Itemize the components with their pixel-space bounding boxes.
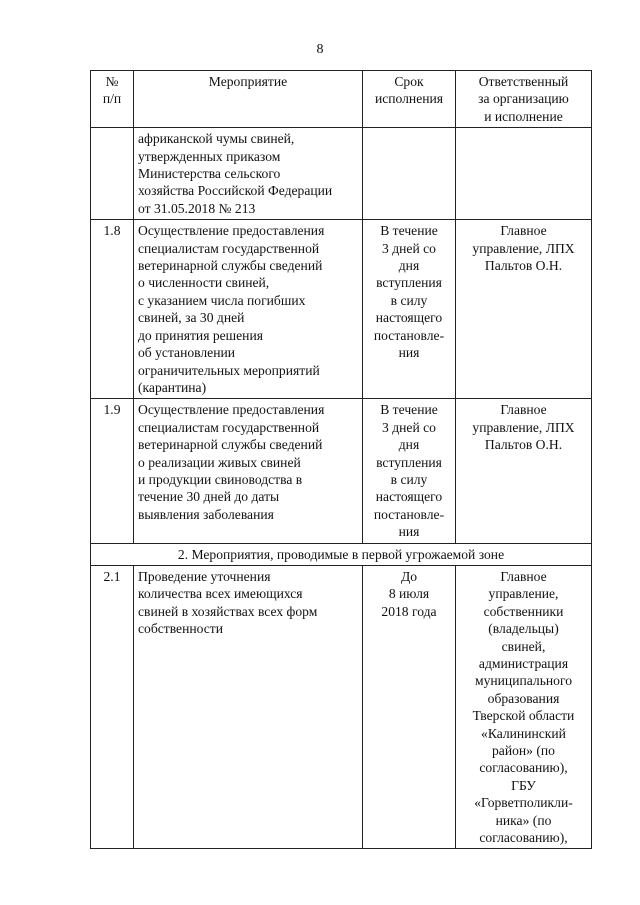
- cell-line: выявления заболевания: [138, 506, 274, 522]
- cell-line: об установлении: [138, 345, 236, 361]
- header-responsible: [456, 71, 592, 128]
- cell-line: настоящего: [375, 489, 443, 505]
- cell-line: «Калининский: [481, 725, 566, 741]
- cell-line: в силу: [390, 471, 428, 487]
- cell-line: (владельцы): [488, 621, 559, 637]
- cell-line: (карантина): [138, 379, 207, 395]
- page-number: 8: [316, 42, 324, 57]
- row-number: [91, 128, 134, 220]
- section-row: [91, 543, 592, 565]
- row-number: 1.9: [91, 399, 134, 543]
- cell-line: дня: [398, 258, 420, 274]
- row-action: [134, 399, 363, 543]
- cell-line: ника» (по: [495, 812, 552, 828]
- cell-line: специалистам государственной: [138, 240, 320, 256]
- row-term: [363, 565, 456, 849]
- cell-line: Осуществление предоставления: [138, 223, 325, 239]
- cell-line: и исполнение: [484, 108, 563, 124]
- cell-line: управление, ЛПХ: [472, 419, 575, 435]
- cell-line: ветеринарной службы сведений: [138, 437, 323, 453]
- cell-line: исполнения: [374, 91, 444, 107]
- cell-line: «Горветполикли-: [474, 795, 573, 811]
- cell-line: 8 июля: [388, 586, 430, 602]
- table-header-row: [91, 71, 592, 128]
- cell-line: Мероприятие: [208, 74, 288, 89]
- cell-line: постановле-: [373, 327, 445, 343]
- cell-line: Ответственный: [478, 74, 569, 89]
- header-action: [134, 71, 363, 128]
- cell-line: Осуществление предоставления: [138, 402, 325, 418]
- table-row: [91, 565, 592, 849]
- cell-line: свиней в хозяйствах всех форм: [138, 603, 318, 619]
- row-responsible: [456, 220, 592, 399]
- cell-line: свиней,: [501, 638, 546, 654]
- cell-line: Тверской области: [472, 708, 575, 724]
- row-responsible: [456, 399, 592, 543]
- cell-line: ния: [398, 345, 420, 361]
- cell-line: за организацию: [478, 91, 569, 107]
- cell-line: вступления: [376, 454, 442, 470]
- header-term: [363, 71, 456, 128]
- table-row: [91, 399, 592, 543]
- cell-line: управление, ЛПХ: [472, 240, 575, 256]
- cell-line: администрация: [478, 656, 569, 671]
- cell-line: о численности свиней,: [138, 275, 270, 291]
- cell-line: о реализации живых свиней: [138, 454, 301, 470]
- row-term: [363, 128, 456, 220]
- measures-table: [90, 70, 592, 849]
- cell-line: управление,: [488, 586, 559, 602]
- cell-line: в силу: [390, 292, 428, 308]
- cell-line: №: [105, 74, 119, 89]
- row-term: [363, 220, 456, 399]
- cell-line: ограничительных мероприятий: [138, 362, 320, 378]
- cell-line: от 31.05.2018 № 213: [138, 200, 256, 216]
- cell-line: Пальтов О.Н.: [484, 437, 563, 453]
- row-responsible: [456, 565, 592, 849]
- row-action: [134, 565, 363, 849]
- cell-line: Главное: [500, 568, 547, 584]
- cell-line: 3 дней со: [382, 419, 436, 435]
- cell-line: ГБУ: [511, 777, 536, 793]
- cell-line: ветеринарной службы сведений: [138, 258, 323, 274]
- cell-line: согласованию),: [479, 830, 568, 846]
- cell-line: вступления: [376, 275, 442, 291]
- cell-line: В течение: [380, 402, 438, 418]
- cell-line: настоящего: [375, 310, 443, 326]
- section-title: 2. Мероприятия, проводимые в первой угрожаемой зоне: [91, 543, 592, 565]
- row-term: [363, 399, 456, 543]
- cell-line: Главное: [500, 223, 547, 239]
- row-number: 1.8: [91, 220, 134, 399]
- cell-line: утвержденных приказом: [138, 148, 281, 164]
- row-number: 2.1: [91, 565, 134, 849]
- row-responsible: [456, 128, 592, 220]
- cell-line: согласованию),: [479, 760, 568, 776]
- cell-line: ния: [398, 524, 420, 540]
- cell-line: хозяйства Российской Федерации: [138, 183, 333, 199]
- cell-line: свиней, за 30 дней: [138, 310, 245, 326]
- cell-line: и продукции свиноводства в: [138, 471, 303, 487]
- table-row: [91, 128, 592, 220]
- header-num: [91, 71, 134, 128]
- cell-line: африканской чумы свиней,: [138, 131, 295, 147]
- cell-line: собственности: [138, 621, 224, 637]
- cell-line: с указанием числа погибших: [138, 292, 306, 308]
- cell-line: Срок: [394, 74, 424, 89]
- cell-line: Пальтов О.Н.: [484, 258, 563, 274]
- cell-line: До: [400, 568, 418, 584]
- cell-line: специалистам государственной: [138, 419, 320, 435]
- row-action: [134, 128, 363, 220]
- cell-line: образования: [487, 690, 560, 706]
- cell-line: до принятия решения: [138, 327, 263, 343]
- cell-line: количества всех имеющихся: [138, 586, 303, 602]
- cell-line: Главное: [500, 402, 547, 418]
- cell-line: Министерства сельского: [138, 166, 281, 182]
- cell-line: собственники: [483, 603, 564, 619]
- cell-line: муниципального: [474, 673, 572, 689]
- cell-line: 3 дней со: [382, 240, 436, 256]
- row-action: [134, 220, 363, 399]
- cell-line: 2018 года: [381, 603, 437, 619]
- cell-line: В течение: [380, 223, 438, 239]
- cell-line: течение 30 дней до даты: [138, 489, 280, 505]
- cell-line: постановле-: [373, 506, 445, 522]
- table-row: [91, 220, 592, 399]
- cell-line: район» (по: [492, 743, 555, 759]
- cell-line: Проведение уточнения: [138, 568, 271, 584]
- cell-line: дня: [398, 437, 420, 453]
- cell-line: п/п: [102, 91, 122, 107]
